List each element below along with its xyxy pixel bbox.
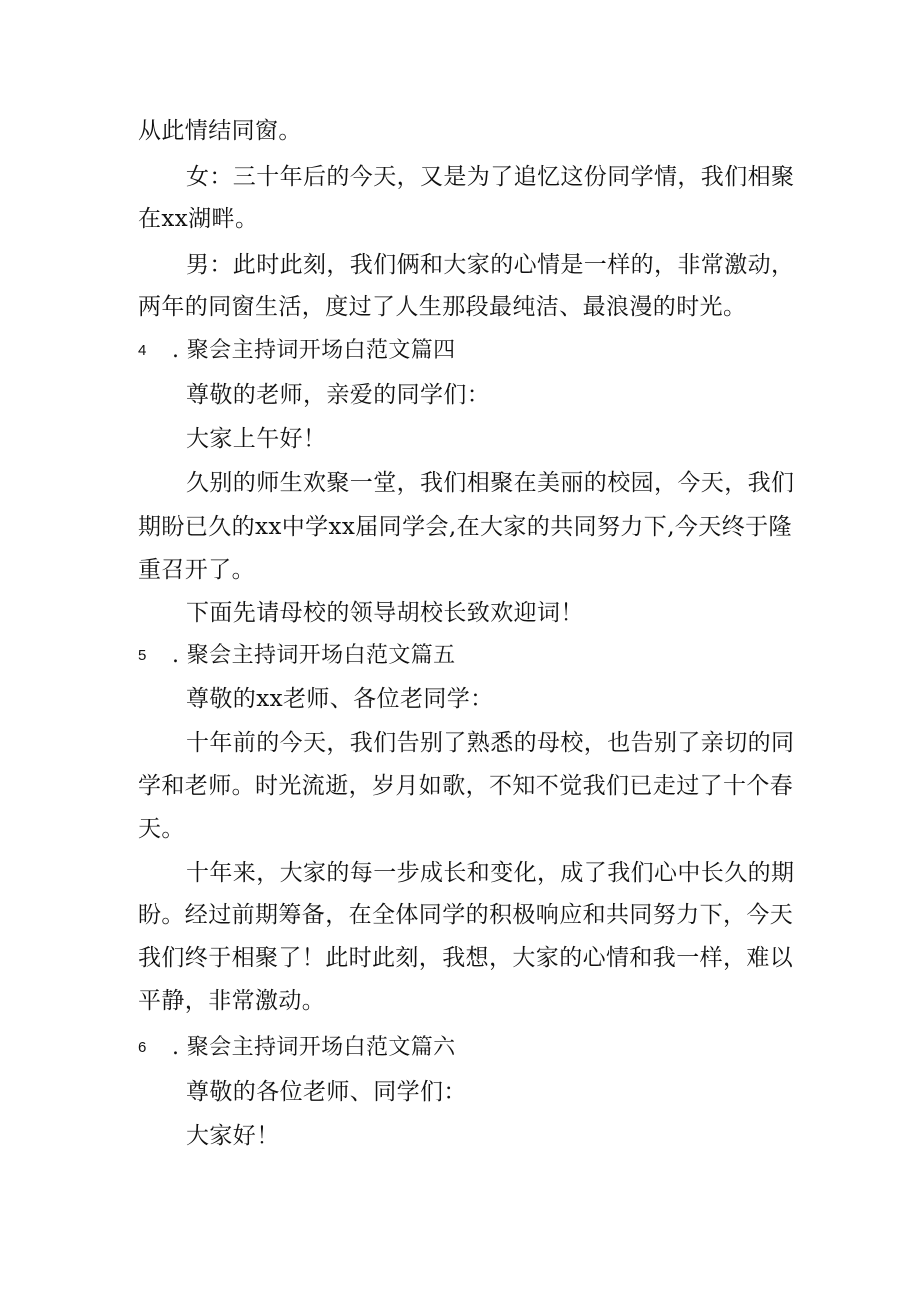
section-heading-4 — [138, 336, 788, 366]
paragraph-line: 十年来，大家的每一步成长和变化，成了我们心中长久的期 — [186, 860, 795, 886]
section-number: 4 — [138, 342, 147, 359]
paragraph-line: 久别的师生欢聚一堂，我们相聚在美丽的校园，今天，我们 — [186, 470, 795, 496]
section-title: . 聚会主持词开场白范文篇六 — [172, 1035, 456, 1060]
section-heading-6 — [138, 1033, 788, 1063]
paragraph-line: 盼。经过前期筹备，在全体同学的积极响应和共同努力下，今天 — [138, 902, 794, 928]
paragraph-line: 天。 — [138, 816, 185, 842]
paragraph-line: 大家好！ — [186, 1123, 280, 1149]
paragraph-line: 在xx湖畔。 — [138, 206, 259, 232]
section-number: 5 — [138, 647, 147, 664]
paragraph-line: 尊敬的xx老师、各位老同学： — [186, 686, 494, 712]
paragraph-line: 下面先请母校的领导胡校长致欢迎词！ — [186, 600, 584, 626]
paragraph-line: 女：三十年后的今天，又是为了追忆这份同学情，我们相聚 — [186, 164, 795, 190]
paragraph-line: 两年的同窗生活，度过了人生那段最纯洁、最浪漫的时光。 — [138, 294, 747, 320]
paragraph-line: 平静，非常激动。 — [138, 988, 326, 1014]
section-number: 6 — [138, 1039, 147, 1056]
paragraph-line: 重召开了。 — [138, 557, 255, 583]
paragraph-line: 期盼已久的xx中学xx届同学会,在大家的共同努力下,今天终于隆 — [138, 514, 792, 540]
paragraph-line: 从此情结同窗。 — [138, 118, 302, 144]
paragraph-line: 尊敬的老师，亲爱的同学们： — [186, 382, 491, 408]
paragraph-line: 尊敬的各位老师、同学们： — [186, 1079, 467, 1105]
section-title: . 聚会主持词开场白范文篇四 — [172, 338, 456, 363]
paragraph-line: 学和老师。时光流逝，岁月如歌，不知不觉我们已走过了十个春 — [138, 773, 794, 799]
paragraph-line: 男：此时此刻，我们俩和大家的心情是一样的，非常激动， — [186, 252, 795, 278]
paragraph-line: 十年前的今天，我们告别了熟悉的母校，也告别了亲切的同 — [186, 730, 795, 756]
paragraph-line: 我们终于相聚了！此时此刻，我想，大家的心情和我一样，难以 — [138, 945, 794, 971]
section-heading-5 — [138, 641, 788, 671]
section-title: . 聚会主持词开场白范文篇五 — [172, 643, 456, 668]
paragraph-line: 大家上午好！ — [186, 426, 327, 452]
